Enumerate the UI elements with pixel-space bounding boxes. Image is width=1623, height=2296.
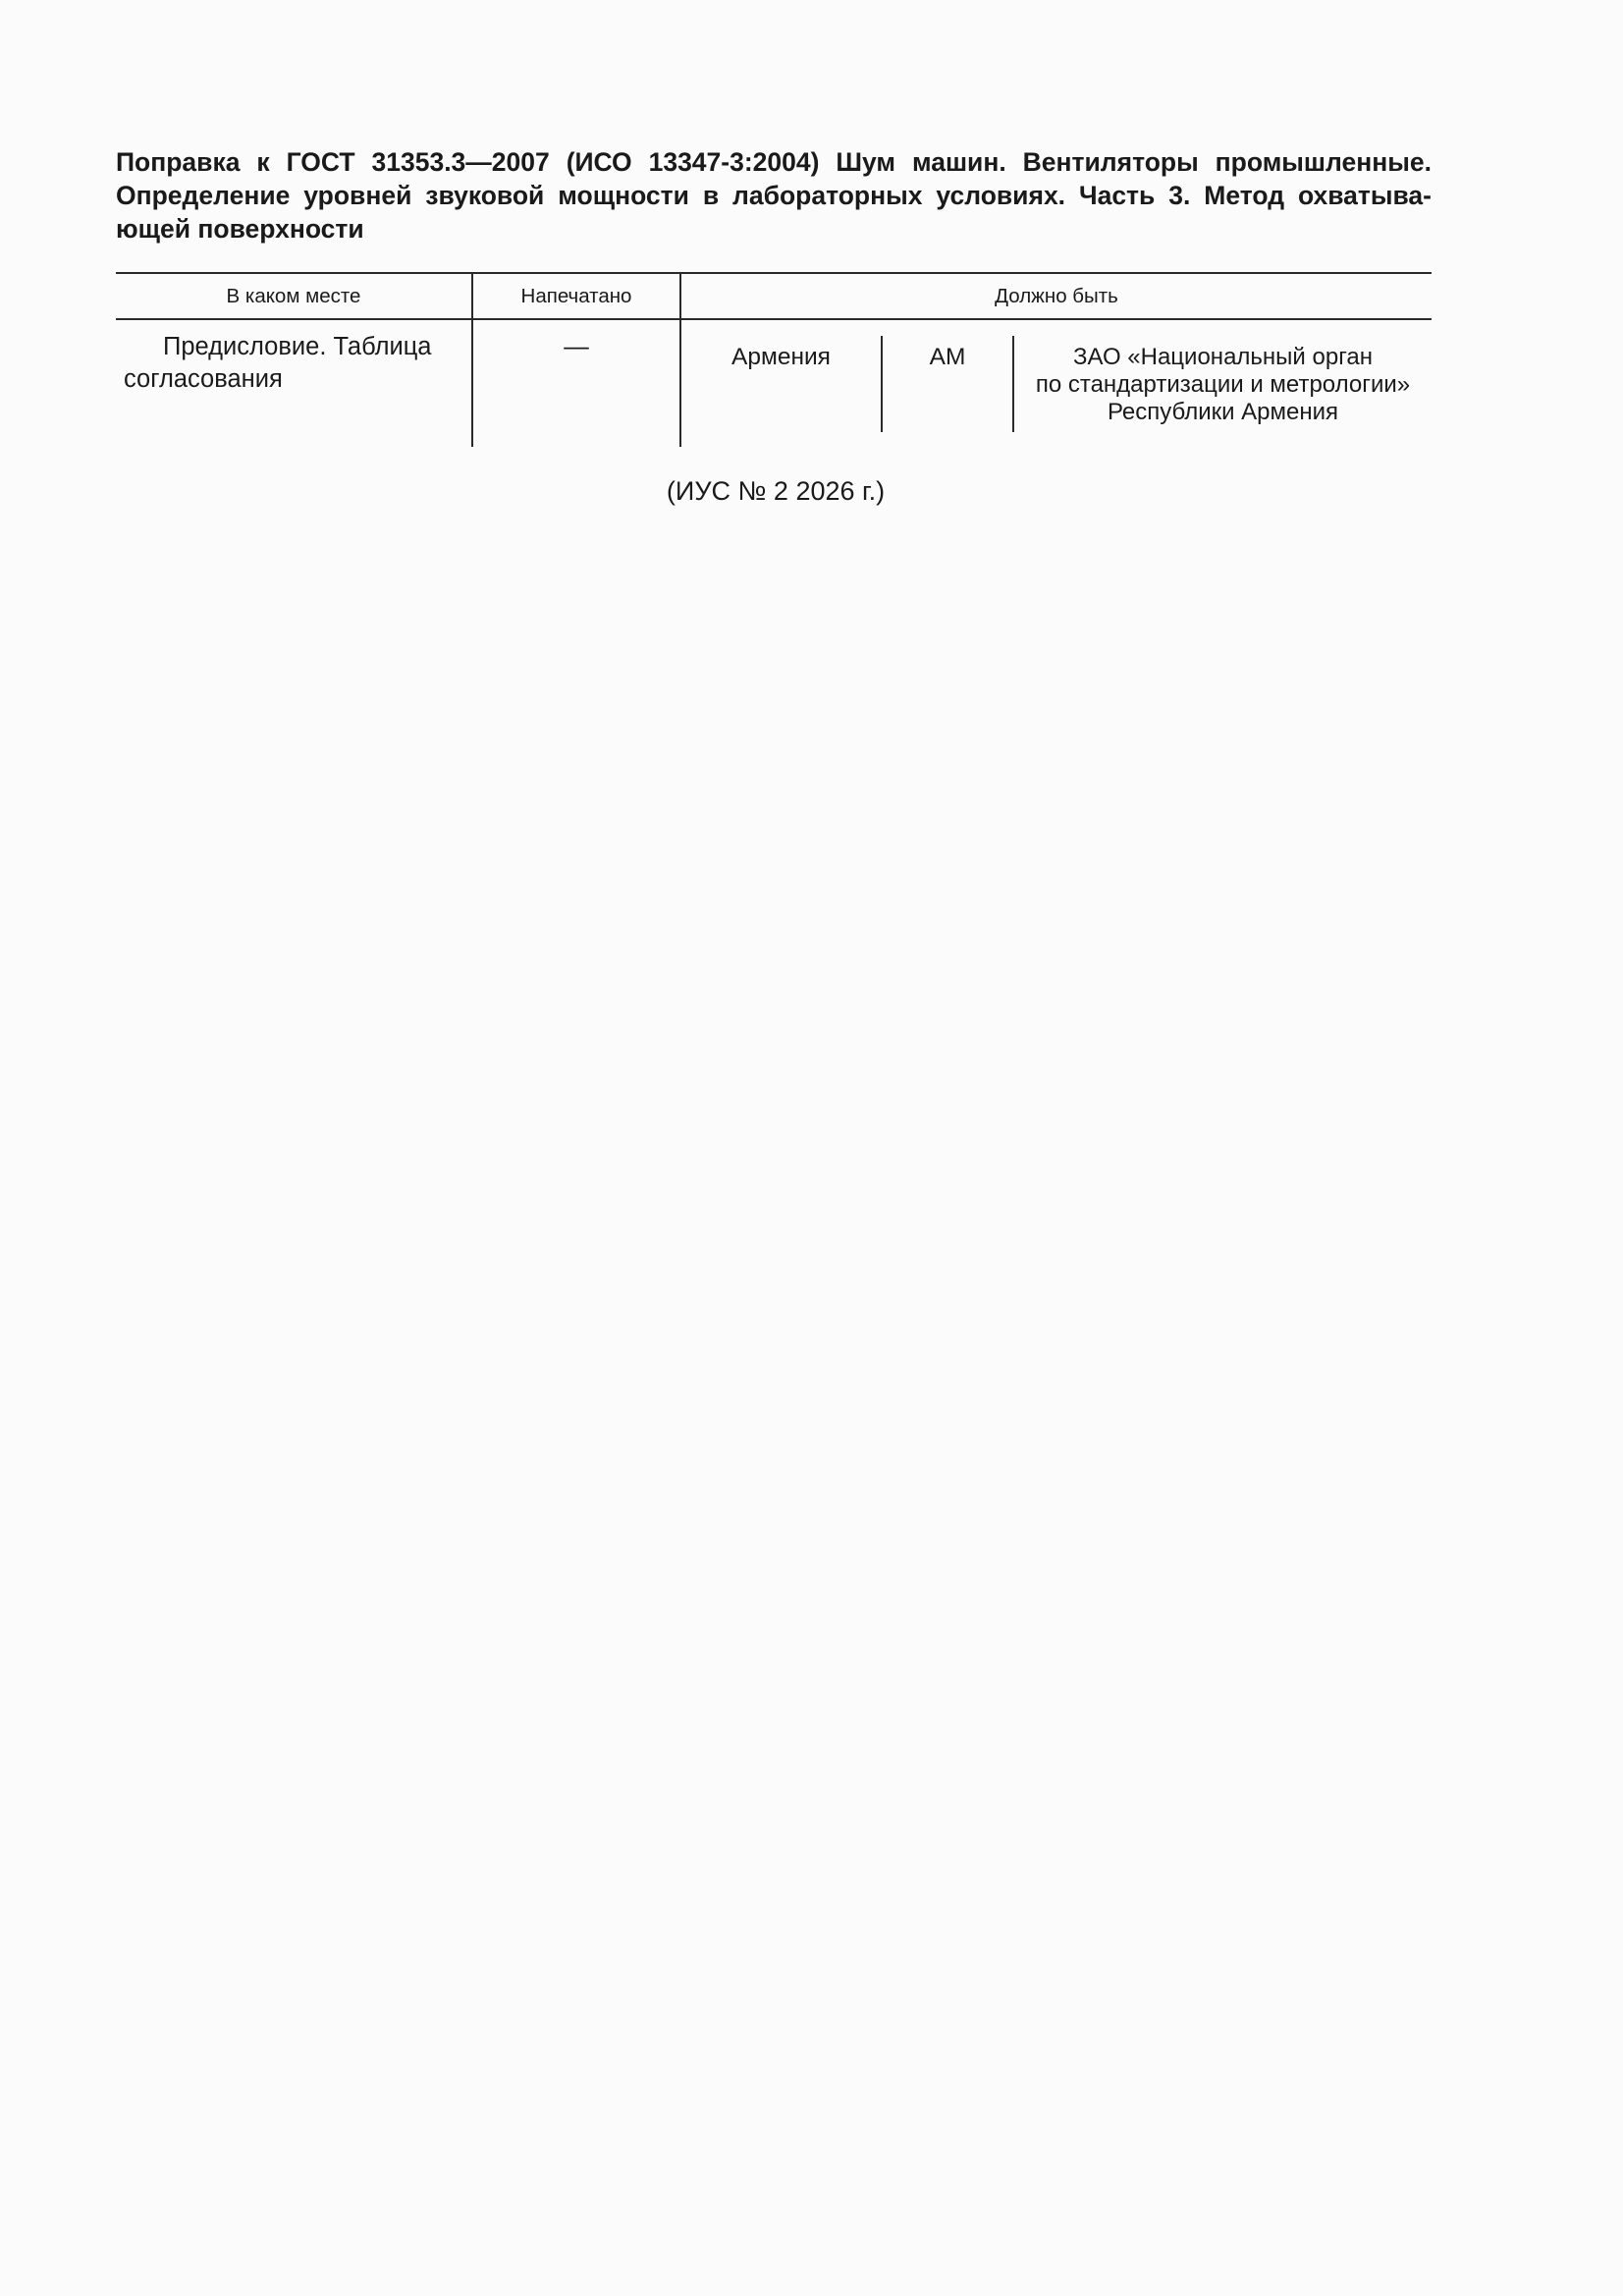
printed-value: —: [564, 333, 589, 360]
header-should-be: Должно быть: [995, 285, 1118, 307]
organ-line-2: по стандартизации и метрологии»: [1035, 371, 1411, 398]
country-name: Армения: [731, 344, 831, 370]
ius-reference: (ИУС № 2 2026 г.): [666, 476, 886, 506]
place-line-1: Предисловие. Таблица: [163, 333, 432, 360]
header-printed: Напечатано: [520, 285, 632, 307]
organ-line-1: ЗАО «Национальный орган: [1072, 344, 1374, 370]
table-top-rule: [116, 272, 1432, 274]
place-line-2: согласования: [124, 365, 283, 393]
header-place: В каком месте: [226, 285, 361, 307]
organ-line-3: Республики Армения: [1107, 399, 1339, 425]
country-code: АМ: [929, 344, 966, 370]
table-header-rule: [116, 318, 1432, 320]
document-title: Поправка к ГОСТ 31353.3—2007 (ИСО 13347-3:2004) Шум машин. Вентиляторы промышленные. Определение уровней звуковой мощности в лабораторных условиях. Часть 3. Метод охватыва-ющей поверхности: [116, 147, 1432, 244]
